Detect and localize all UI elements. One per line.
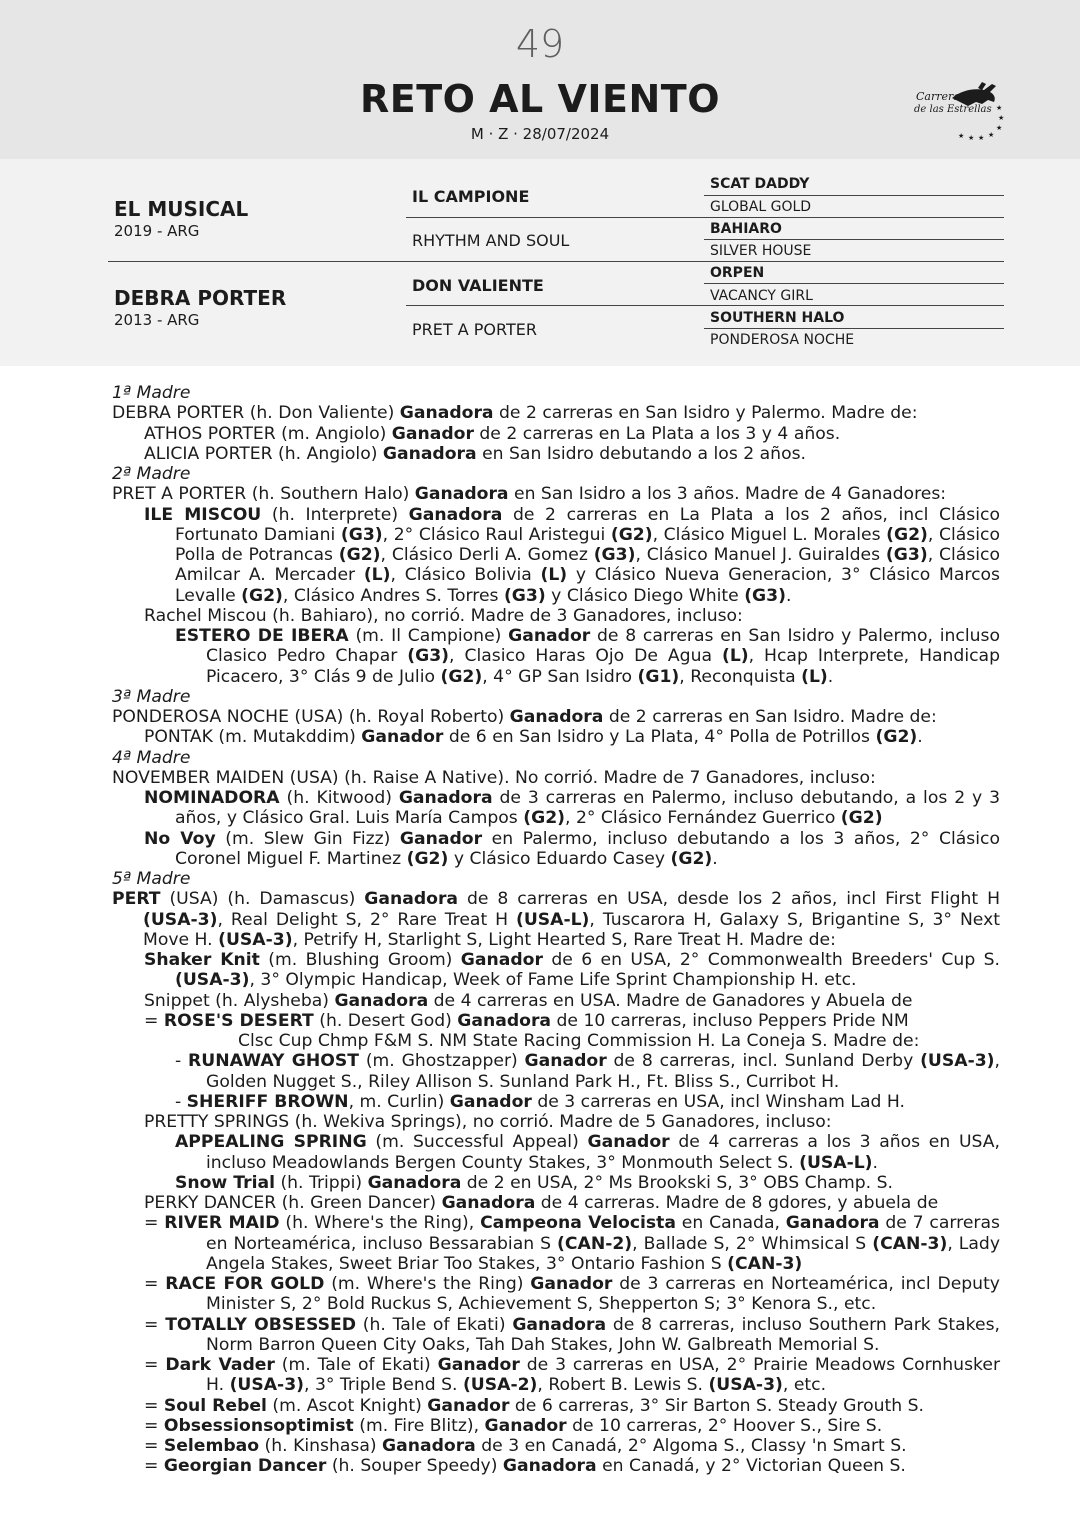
ggp-8: PONDEROSA NOCHE — [710, 332, 855, 348]
gen-heading: 5ª Madre — [112, 869, 191, 889]
logo-text-estrellas: de las Estrellas — [914, 104, 992, 115]
svg-text:★: ★ — [998, 114, 1004, 122]
family-entry: NOMINADORA (h. Kitwood) Ganadora de 3 carreras en Palermo, incluso debutando, a los 2 y 3 años, y Clásico Gral. Luis María Campos (G2), 2° Clásico Fernández Guerrico (G2) — [144, 788, 1001, 829]
family-entry: PRETTY SPRINGS (h. Wekiva Springs), no corrió. Madre de 5 Ganadores, incluso: — [144, 1112, 832, 1132]
horse-name: RETO AL VIENTO — [359, 77, 721, 121]
sire-name: EL MUSICAL — [114, 197, 249, 221]
pedigree-line — [406, 305, 1004, 306]
carreras-logo — [912, 80, 1004, 146]
ggp-2: GLOBAL GOLD — [710, 199, 812, 215]
gen-heading: 1ª Madre — [112, 383, 191, 403]
pedigree-line — [704, 283, 1004, 284]
svg-text:★: ★ — [978, 134, 985, 142]
pedigree-line — [704, 239, 1004, 240]
family-entry: - RUNAWAY GHOST (m. Ghostzapper) Ganador de 8 carreras, incl. Sunland Derby (USA-3), Golden Nugget S., Riley Allison S. Sunland Park H., Ft. Bliss S., Curribot H. — [175, 1051, 1000, 1092]
family-entry: PONDEROSA NOCHE (USA) (h. Royal Roberto) Ganadora de 2 carreras en San Isidro. Madre de: — [112, 707, 937, 727]
family-entry: = RIVER MAID (h. Where's the Ring), Campeona Velocista en Canada, Ganadora de 7 carreras en Norteamérica, incluso Bessarabian S (CAN-2), Ballade S, 2° Whimsical S (CAN-3), Lady Angela Stakes, Sweet Briar Too Stakes, 3° Ontario Fashion S (CAN-3) — [144, 1213, 1000, 1274]
svg-text:★: ★ — [996, 124, 1003, 132]
family-entry: DEBRA PORTER (h. Don Valiente) Ganadora de 2 carreras en San Isidro y Palermo. Madre de: — [112, 403, 918, 424]
family-entry: No Voy (m. Slew Gin Fizz) Ganador en Palermo, incluso debutando a los 3 años, 2° Clásico Coronel Miguel F. Martinez (G2) y Clásico Eduardo Casey (G2). — [144, 828, 1000, 869]
ggp-4: SILVER HOUSE — [710, 243, 812, 259]
female-family — [112, 383, 1000, 1477]
logo-text-carreras: Carreras — [916, 90, 966, 103]
ggp-5: ORPEN — [710, 265, 765, 281]
svg-text:★: ★ — [988, 131, 995, 139]
ggp-7: SOUTHERN HALO — [710, 310, 845, 326]
family-entry: Shaker Knit (m. Blushing Groom) Ganador de 6 en USA, 2° Commonwealth Breeders' Cup S. (USA-3), 3° Olympic Handicap, Week of Fame Life Sprint Championship H. etc. — [144, 950, 1001, 991]
svg-text:★: ★ — [958, 132, 965, 140]
dam-year-country: 2013 - ARG — [114, 311, 200, 329]
family-entry: ILE MISCOU (h. Interprete) Ganadora de 2 carreras en La Plata a los 2 años, incl Clásico Fortunato Damiani (G3), 2° Clásico Raul Aristegui (G2), Clásico Miguel L. Morales (G2), Clásico Polla de Potrancas (G2), Clásico Derli A. Gomez (G3), Clásico Manuel J. Guiraldes (G3), Clásico Amilcar A. Mercader (L), Clásico Bolivia (L) y Clásico Nueva Generacion, 3° Clásico Marcos Levalle (G2), Clásico Andres S. Torres (G3) y Clásico Diego White (G3). — [144, 504, 1000, 606]
svg-text:★: ★ — [968, 134, 975, 142]
svg-text:★: ★ — [996, 104, 1003, 112]
ggp-6: VACANCY GIRL — [710, 288, 813, 304]
pedigree-divider — [108, 261, 1004, 262]
sire-year-country: 2019 - ARG — [114, 222, 200, 240]
lot-number: 49 — [515, 22, 565, 66]
family-entry: = Georgian Dancer (h. Souper Speedy) Ganadora en Canadá, y 2° Victorian Queen S. — [144, 1456, 906, 1477]
gen-heading: 2ª Madre — [112, 464, 191, 484]
pedigree-line — [406, 217, 1004, 218]
family-entry: = ROSE'S DESERT (h. Desert God) Ganadora de 10 carreras, incluso Peppers Pride NM — [144, 1010, 909, 1031]
family-entry: = Selembao (h. Kinshasa) Ganadora de 3 en Canadá, 2° Algoma S., Classy 'n Smart S. — [144, 1436, 907, 1456]
pedigree-block — [0, 159, 1080, 366]
family-entry: Snow Trial (h. Trippi) Ganadora de 2 en USA, 2° Ms Brookski S, 3° OBS Champ. S. — [175, 1172, 893, 1193]
dam-sire: DON VALIENTE — [412, 276, 544, 295]
ggp-1: SCAT DADDY — [710, 176, 810, 192]
sire-sire: IL CAMPIONE — [412, 187, 530, 206]
sire-dam: RHYTHM AND SOUL — [412, 231, 570, 250]
family-entry: = Dark Vader (m. Tale of Ekati) Ganador de 3 carreras en USA, 2° Prairie Meadows Cornhusker H. (USA-3), 3° Triple Bend S. (USA-2), Robert B. Lewis S. (USA-3), etc. — [144, 1355, 1001, 1396]
family-entry: ALICIA PORTER (h. Angiolo) Ganadora en San Isidro debutando a los 2 años. — [144, 443, 806, 464]
header-band — [0, 0, 1080, 159]
family-entry: = TOTALLY OBSESSED (h. Tale of Ekati) Ganadora de 8 carreras, incluso Southern Park Stakes, Norm Barron Queen City Oaks, Tah Dah Stakes, John W. Galbreath Memorial S. — [144, 1314, 1000, 1355]
family-entry: - SHERIFF BROWN, m. Curlin) Ganador de 3 carreras en USA, incl Winsham Lad H. — [175, 1091, 905, 1112]
family-entry: PRET A PORTER (h. Southern Halo) Ganadora en San Isidro a los 3 años. Madre de 4 Ganadores: — [112, 484, 947, 505]
horse-details: M · Z · 28/07/2024 — [470, 125, 610, 143]
family-entry: Rachel Miscou (h. Bahiaro), no corrió. Madre de 3 Ganadores, incluso: — [144, 605, 743, 626]
dam-dam: PRET A PORTER — [412, 320, 537, 339]
family-entry: PERKY DANCER (h. Green Dancer) Ganadora de 4 carreras. Madre de 8 gdores, y abuela de — [144, 1193, 939, 1213]
dam-name: DEBRA PORTER — [114, 286, 287, 310]
family-entry: Clsc Cup Chmp F&M S. NM State Racing Commission H. La Coneja S. Madre de: — [238, 1031, 920, 1051]
family-entry: NOVEMBER MAIDEN (USA) (h. Raise A Native). No corrió. Madre de 7 Ganadores, incluso: — [112, 767, 876, 788]
gen-heading: 4ª Madre — [112, 747, 191, 768]
gen-heading: 3ª Madre — [112, 686, 191, 707]
ggp-3: BAHIARO — [710, 221, 782, 237]
family-entry: ESTERO DE IBERA (m. Il Campione) Ganador de 8 carreras en San Isidro y Palermo, incluso Clasico Pedro Chapar (G3), Clasico Haras Ojo De Agua (L), Hcap Interprete, Handicap Picacero, 3° Clás 9 de Julio (G2), 4° GP San Isidro (G1), Reconquista (L). — [175, 626, 1001, 687]
family-entry: APPEALING SPRING (m. Successful Appeal) Ganador de 4 carreras a los 3 años en USA, incluso Meadowlands Bergen County Stakes, 3° Monmouth Select S. (USA-L). — [175, 1132, 1000, 1173]
family-entry: = Obsessionsoptimist (m. Fire Blitz), Ganador de 10 carreras, 2° Hoover S., Sire S. — [144, 1415, 883, 1436]
pedigree-line — [704, 195, 1004, 196]
family-entry: = RACE FOR GOLD (m. Where's the Ring) Ganador de 3 carreras en Norteamérica, incl Deputy Minister S, 2° Bold Ruckus S, Achievement S, Shepperton S; 3° Kenora S., etc. — [144, 1274, 1000, 1315]
pedigree-line — [704, 328, 1004, 329]
family-entry: PERT (USA) (h. Damascus) Ganadora de 8 carreras en USA, desde los 2 años, incl First Flight H (USA-3), Real Delight S, 2° Rare Treat H (USA-L), Tuscarora H, Galaxy S, Brigantine S, 3° Next Move H. (USA-3), Petrify H, Starlight S, Light Hearted S, Rare Treat H. Madre de: — [112, 889, 1000, 950]
family-entry: Snippet (h. Alysheba) Ganadora de 4 carreras en USA. Madre de Ganadores y Abuela de — [144, 990, 913, 1011]
family-entry: = Soul Rebel (m. Ascot Knight) Ganador de 6 carreras, 3° Sir Barton S. Steady Grouth S. — [144, 1395, 924, 1416]
family-entry: PONTAK (m. Mutakddim) Ganador de 6 en San Isidro y La Plata, 4° Polla de Potrillos (G2). — [144, 727, 923, 748]
family-entry: ATHOS PORTER (m. Angiolo) Ganador de 2 carreras en La Plata a los 3 y 4 años. — [144, 423, 841, 444]
